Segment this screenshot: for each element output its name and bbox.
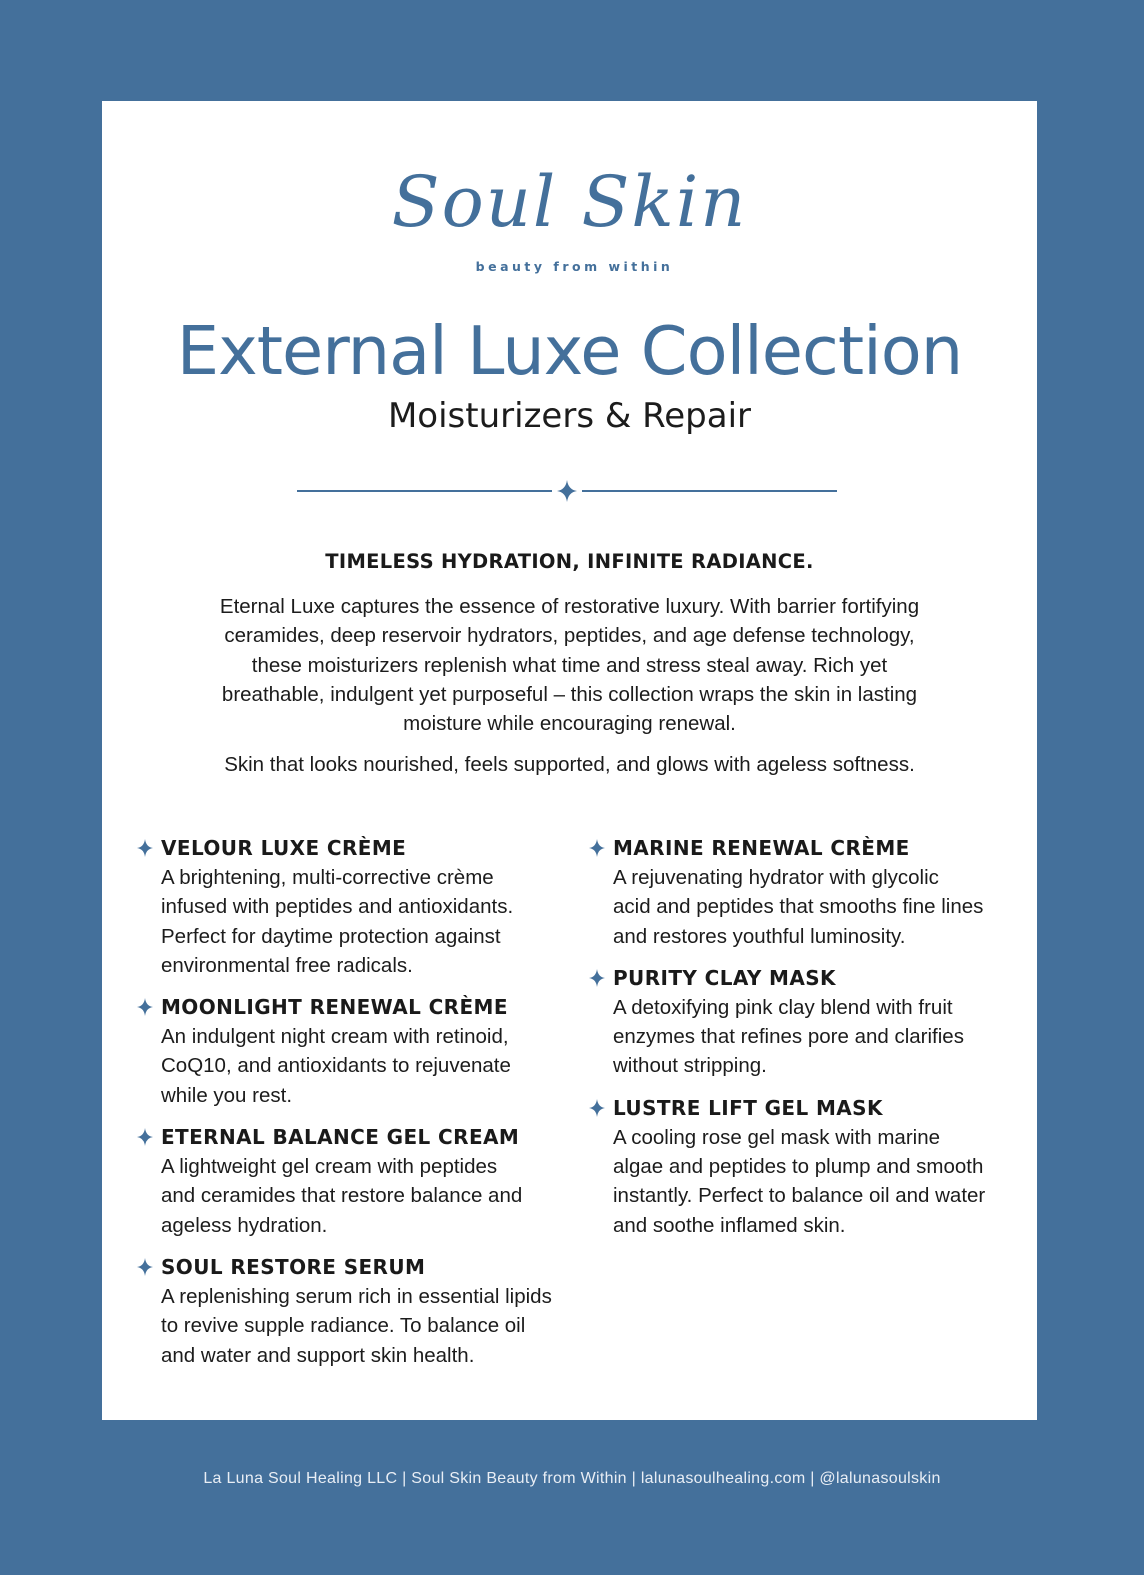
section-divider [297, 479, 842, 503]
logo-script: Soul Skin [391, 161, 748, 243]
description-line: and ceramides that restore balance and [161, 1184, 523, 1208]
product-item [134, 1252, 564, 1370]
product-description [613, 863, 1016, 951]
page-subtitle: Moisturizers & Repair [387, 396, 752, 436]
four-point-star-icon [136, 997, 154, 1017]
description-line: algae and peptides to plump and smooth [613, 1155, 984, 1179]
product-name: MOONLIGHT RENEWAL CRÈME [161, 995, 508, 1020]
product-column-left [134, 833, 564, 1382]
description-line: environmental free radicals. [161, 953, 413, 977]
description-line: A cooling rose gel mask with marine [613, 1125, 941, 1149]
page-title: External Luxe Collection [176, 312, 963, 390]
logo-tagline: beauty from within [475, 259, 674, 274]
intro-line: breathable, indulgent yet purposeful – this collection wraps the skin in lasting [221, 682, 918, 706]
description-line: enzymes that refines pore and clarifies [613, 1025, 964, 1049]
four-point-star-icon [136, 1257, 154, 1277]
product-item [586, 963, 1016, 1081]
product-name: MARINE RENEWAL CRÈME [613, 836, 910, 860]
description-line: A lightweight gel cream with peptides [161, 1155, 498, 1179]
product-description [613, 993, 1016, 1081]
brand-logo [102, 159, 1037, 279]
intro-line: Eternal Luxe captures the essence of restorative luxury. With barrier fortifying [219, 595, 920, 618]
product-description [161, 1022, 564, 1110]
four-point-star-icon [136, 838, 154, 858]
description-line: ageless hydration. [161, 1213, 328, 1237]
divider-line-right [582, 490, 837, 492]
product-description [161, 863, 564, 980]
description-line: without stripping. [613, 1054, 767, 1078]
product-item [134, 992, 564, 1110]
description-line: Perfect for daytime protection against [161, 924, 501, 948]
description-line: An indulgent night cream with retinoid, [161, 1025, 509, 1049]
product-name: VELOUR LUXE CRÈME [161, 836, 407, 860]
closing-statement: Skin that looks nourished, feels supported, and glows with ageless softness. [224, 753, 915, 776]
collection-tagline: TIMELESS HYDRATION, INFINITE RADIANCE. [325, 550, 814, 573]
description-line: A replenishing serum rich in essential lipids [161, 1284, 552, 1308]
page-footer: La Luna Soul Healing LLC | Soul Skin Beauty from Within | lalunasoulhealing.com | @lalunasoulskin [203, 1470, 941, 1487]
product-name: LUSTRE LIFT GEL MASK [613, 1095, 883, 1120]
description-line: and restores youthful luminosity. [613, 924, 906, 948]
product-description [613, 1123, 1016, 1240]
product-item [586, 833, 1016, 951]
intro-line: moisture while encouraging renewal. [403, 712, 736, 736]
description-line: and water and support skin health. [161, 1343, 475, 1367]
description-line: infused with peptides and antioxidants. [161, 895, 514, 919]
intro-paragraph [192, 592, 947, 738]
product-name: PURITY CLAY MASK [613, 965, 836, 990]
product-column-right [586, 833, 1016, 1252]
product-description [161, 1282, 564, 1370]
product-item [134, 1122, 564, 1240]
description-line: instantly. Perfect to balance oil and water [613, 1184, 986, 1208]
description-line: while you rest. [161, 1083, 293, 1107]
product-description [161, 1152, 564, 1240]
four-point-star-icon [588, 968, 606, 988]
divider-line-left [297, 490, 552, 492]
product-name: ETERNAL BALANCE GEL CREAM [161, 1125, 520, 1150]
product-item [134, 833, 564, 980]
description-line: to revive supple radiance. To balance oil [161, 1314, 526, 1338]
description-line: A brightening, multi-corrective crème [161, 866, 494, 889]
description-line: CoQ10, and antioxidants to rejuvenate [161, 1054, 511, 1078]
content-card [102, 101, 1037, 1420]
description-line: A rejuvenating hydrator with glycolic [613, 866, 939, 889]
product-name: SOUL RESTORE SERUM [161, 1254, 426, 1279]
four-point-star-icon [588, 838, 606, 858]
description-line: A detoxifying pink clay blend with fruit [613, 995, 953, 1019]
description-line: and soothe inflamed skin. [613, 1213, 846, 1237]
product-item [586, 1093, 1016, 1240]
description-line: acid and peptides that smooths fine lines [613, 895, 984, 919]
four-point-star-icon [556, 479, 578, 503]
four-point-star-icon [588, 1098, 606, 1118]
four-point-star-icon [136, 1127, 154, 1147]
intro-line: these moisturizers replenish what time and stress steal away. Rich yet [251, 653, 888, 677]
intro-line: ceramides, deep reservoir hydrators, peptides, and age defense technology, [224, 624, 915, 648]
